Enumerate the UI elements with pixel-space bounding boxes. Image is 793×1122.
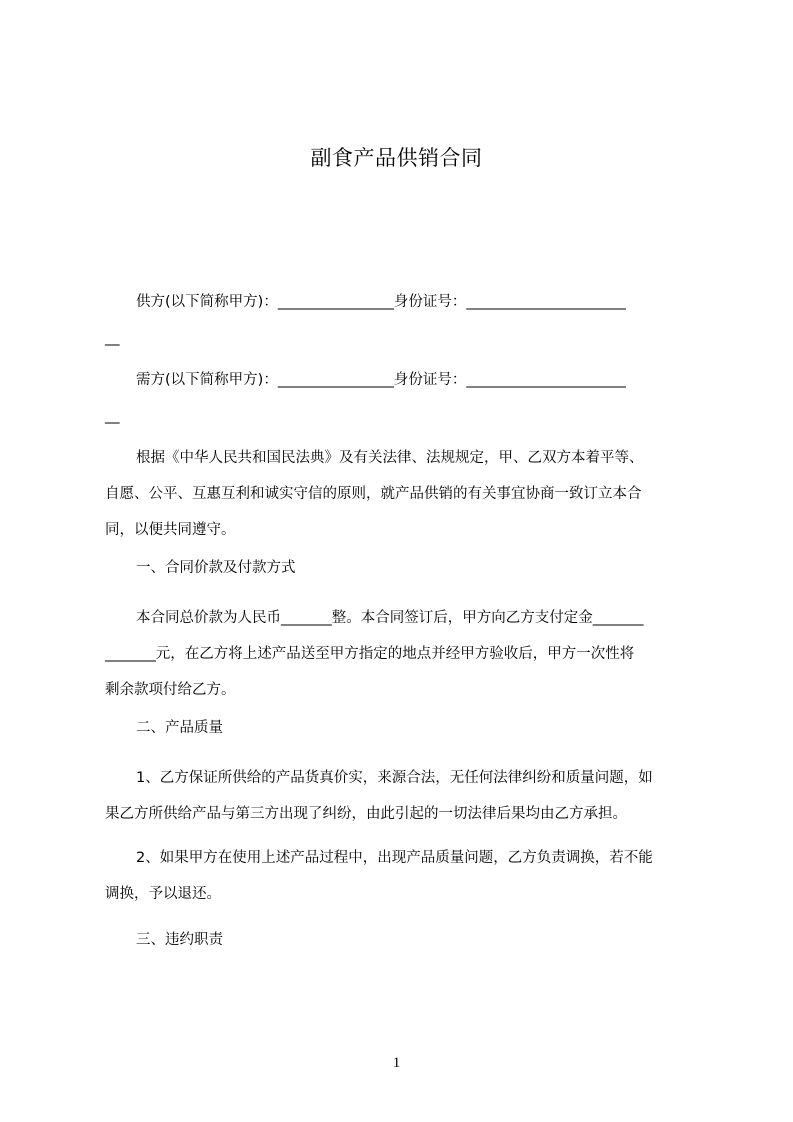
section-heading-liability: 三、违约职责 — [136, 932, 223, 948]
paragraph-line: 根据《中华人民共和国民法典》及有关法律、法规规定，甲、乙双方本着平等、 — [136, 450, 644, 466]
preamble-paragraph — [105, 440, 711, 548]
paragraph-line: 同，以便共同遵守。 — [105, 522, 236, 538]
paragraph-line: 2、如果甲方在使用上述产品过程中，出现产品质量问题，乙方负责调换，若不能 — [136, 850, 653, 866]
paragraph-line: 调换，予以退还。 — [105, 886, 221, 902]
quality-clause-1 — [105, 760, 711, 832]
paragraph-line: 果乙方所供给产品与第三方出现了纠纷，由此引起的一切法律后果均由乙方承担。 — [105, 806, 627, 822]
demander-line-continued: __ — [105, 408, 120, 424]
section-heading-quality: 二、产品质量 — [136, 720, 223, 736]
section-heading-price-payment: 一、合同价款及付款方式 — [136, 560, 296, 576]
paragraph-line: 剩余款项付给乙方。 — [105, 682, 236, 698]
paragraph-line: 自愿、公平、互惠互利和诚实守信的原则，就产品供销的有关事宜协商一致订立本合 — [105, 486, 642, 502]
price-payment-paragraph — [105, 600, 711, 708]
page-number: 1 — [392, 1055, 401, 1071]
supplier-line-continued: __ — [105, 330, 120, 346]
quality-clause-2 — [105, 840, 711, 912]
paragraph-line: 本合同总价款为人民币_______整。本合同签订后，甲方向乙方支付定金_______ — [136, 610, 644, 626]
supplier-field — [105, 284, 711, 356]
demander-field — [105, 362, 711, 434]
paragraph-line: _______元，在乙方将上述产品送至甲方指定的地点并经甲方验收后，甲方一次性将 — [105, 646, 635, 662]
demander-line: 需方(以下简称甲方)：________________身份证号：______________________ — [136, 372, 626, 388]
document-title: 副食产品供销合同 — [310, 146, 483, 170]
paragraph-line: 1、乙方保证所供给的产品货真价实，来源合法，无任何法律纠纷和质量问题，如 — [136, 770, 653, 786]
supplier-line: 供方(以下简称甲方)：________________身份证号：______________________ — [136, 294, 626, 310]
